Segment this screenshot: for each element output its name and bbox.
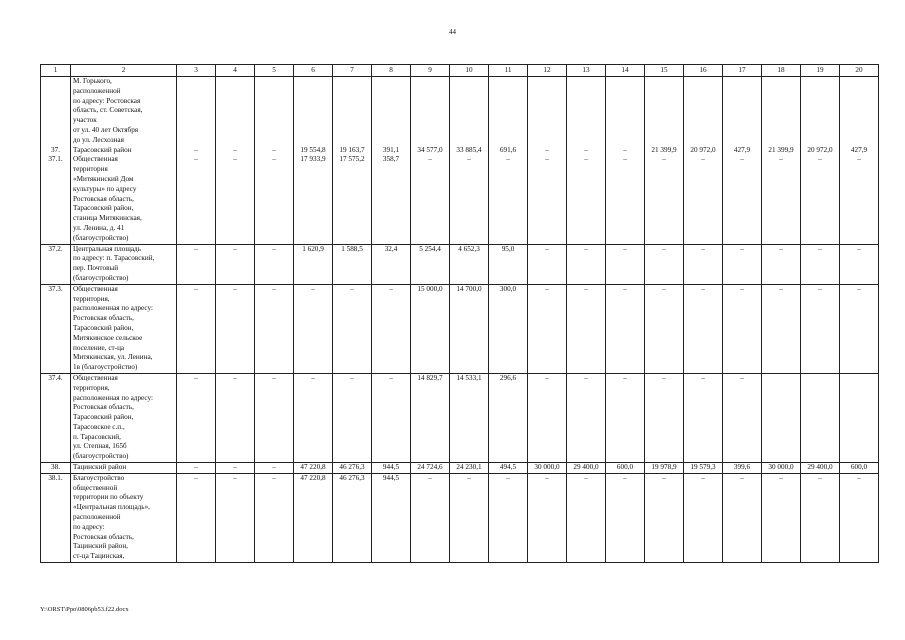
value-cell: 1 588,5 — [333, 244, 372, 284]
value-cell: – — [177, 284, 216, 373]
column-number: 12 — [528, 65, 567, 77]
value-cell: – — [840, 244, 879, 284]
value-cell: 46 276,3 — [333, 473, 372, 562]
value-cell: 19 978,9 — [645, 463, 684, 474]
value-cell: 14 700,0 — [450, 284, 489, 373]
column-number: 17 — [723, 65, 762, 77]
table-row — [41, 473, 879, 562]
table-row — [41, 463, 879, 474]
value-cell: 29 400,0 — [801, 463, 840, 474]
value-cell: – — [723, 473, 762, 562]
value-cell: – — [762, 284, 801, 373]
value-cell: 21 399,9 – — [762, 77, 801, 245]
table-row — [41, 284, 879, 373]
value-cell: – — [216, 284, 255, 373]
column-number: 4 — [216, 65, 255, 77]
value-cell: – — [216, 373, 255, 462]
value-cell: – — [216, 463, 255, 474]
column-number: 19 — [801, 65, 840, 77]
table-row — [41, 77, 879, 245]
value-cell — [762, 373, 801, 462]
value-cell: – – — [567, 77, 606, 245]
value-cell: 19 163,7 17 575,2 — [333, 77, 372, 245]
value-cell: 30 000,0 — [762, 463, 801, 474]
value-cell: – — [372, 284, 411, 373]
value-cell: – – — [606, 77, 645, 245]
value-cell: – — [411, 473, 450, 562]
value-cell: – — [762, 244, 801, 284]
value-cell: – — [567, 373, 606, 462]
row-number: 38.1. — [41, 473, 71, 562]
row-description: Благоустройство общественной территории по объекту «Центральная площадь», расположенной по адресу: Ростовская область, Тацинский район, ст-ца Тацинская, — [71, 473, 177, 562]
value-cell: 19 579,3 — [684, 463, 723, 474]
value-cell: 34 577,0 – — [411, 77, 450, 245]
row-description: Тацинский район — [71, 463, 177, 474]
value-cell: – — [255, 473, 294, 562]
value-cell: 46 276,3 — [333, 463, 372, 474]
value-cell: – — [255, 373, 294, 462]
value-cell: 600,0 — [606, 463, 645, 474]
value-cell: – — [528, 373, 567, 462]
value-cell: – — [255, 244, 294, 284]
column-number: 2 — [71, 65, 177, 77]
value-cell: 427,9 – — [840, 77, 879, 245]
value-cell: 32,4 — [372, 244, 411, 284]
value-cell: 29 400,0 — [567, 463, 606, 474]
value-cell: 14 533,1 — [450, 373, 489, 462]
value-cell: 20 972,0 – — [684, 77, 723, 245]
column-number: 16 — [684, 65, 723, 77]
header-row — [41, 65, 879, 77]
value-cell: 494,5 — [489, 463, 528, 474]
column-number: 9 — [411, 65, 450, 77]
footer-file-path: Y:\ORST\Ppo\0806pb53.f22.docx — [40, 606, 129, 613]
column-number: 7 — [333, 65, 372, 77]
value-cell: – — [606, 473, 645, 562]
value-cell: – – — [255, 77, 294, 245]
value-cell: 944,5 — [372, 463, 411, 474]
value-cell: – — [762, 473, 801, 562]
value-cell: 300,0 — [489, 284, 528, 373]
value-cell: – — [606, 244, 645, 284]
value-cell: – — [177, 373, 216, 462]
value-cell: 391,1 358,7 — [372, 77, 411, 245]
value-cell: – — [567, 244, 606, 284]
value-cell: – — [567, 473, 606, 562]
value-cell: – — [177, 473, 216, 562]
row-description: М. Горького, расположенной по адресу: Ростовская область, ст. Советская, участок от ул. 40 лет Октября до ул. Лесхозная Тарасовский район Общественная территория «Митякинский Дом культуры» по адресу Ростовская область, Тарасовский район, станица Митякинская, ул. Ленина, д. 41 (благоустройство) — [71, 77, 177, 245]
value-cell: – — [723, 244, 762, 284]
value-cell: 944,5 — [372, 473, 411, 562]
budget-table — [40, 64, 879, 563]
column-number: 18 — [762, 65, 801, 77]
value-cell: 600,0 — [840, 463, 879, 474]
column-number: 1 — [41, 65, 71, 77]
value-cell: – — [567, 284, 606, 373]
value-cell: – — [333, 284, 372, 373]
value-cell: – — [372, 373, 411, 462]
column-number: 6 — [294, 65, 333, 77]
row-description: Общественная территория, расположенная по адресу: Ростовская область, Тарасовский район, Митякинское сельское поселение, ст-ца Митякинская, ул. Ленина, 1в (благоустройство) — [71, 284, 177, 373]
value-cell: 20 972,0 – — [801, 77, 840, 245]
value-cell: – — [177, 244, 216, 284]
table-row — [41, 244, 879, 284]
table-row — [41, 373, 879, 462]
value-cell: – — [489, 473, 528, 562]
value-cell: – – — [216, 77, 255, 245]
value-cell: 47 220,8 — [294, 463, 333, 474]
value-cell: 14 829,7 — [411, 373, 450, 462]
row-number: 38. — [41, 463, 71, 474]
value-cell: – — [294, 284, 333, 373]
value-cell: – — [528, 284, 567, 373]
value-cell: – — [723, 373, 762, 462]
value-cell: – — [684, 473, 723, 562]
value-cell: – — [216, 244, 255, 284]
column-number: 14 — [606, 65, 645, 77]
value-cell: 427,9 – — [723, 77, 762, 245]
value-cell: – — [840, 284, 879, 373]
value-cell: 30 000,0 — [528, 463, 567, 474]
column-number: 5 — [255, 65, 294, 77]
column-number: 15 — [645, 65, 684, 77]
value-cell: – — [723, 284, 762, 373]
row-number: 37.4. — [41, 373, 71, 462]
row-number: 37. 37.1. — [41, 77, 71, 245]
column-number: 3 — [177, 65, 216, 77]
value-cell: – — [528, 244, 567, 284]
value-cell: 691,6 – — [489, 77, 528, 245]
value-cell: – — [801, 244, 840, 284]
value-cell: 296,6 — [489, 373, 528, 462]
value-cell: 4 652,3 — [450, 244, 489, 284]
value-cell: – — [840, 473, 879, 562]
value-cell: – — [645, 473, 684, 562]
value-cell: – — [684, 244, 723, 284]
value-cell: – — [645, 244, 684, 284]
value-cell: – — [216, 473, 255, 562]
value-cell: – — [255, 463, 294, 474]
value-cell: 24 230,1 — [450, 463, 489, 474]
value-cell: 19 554,8 17 933,9 — [294, 77, 333, 245]
value-cell: – — [606, 284, 645, 373]
value-cell: 15 000,0 — [411, 284, 450, 373]
value-cell — [801, 373, 840, 462]
value-cell: – — [645, 373, 684, 462]
value-cell: – — [528, 473, 567, 562]
value-cell: – — [606, 373, 645, 462]
value-cell: – – — [528, 77, 567, 245]
row-number: 37.3. — [41, 284, 71, 373]
value-cell: 399,6 — [723, 463, 762, 474]
value-cell: – — [684, 284, 723, 373]
row-number: 37.2. — [41, 244, 71, 284]
value-cell: – — [294, 373, 333, 462]
column-number: 10 — [450, 65, 489, 77]
value-cell: 21 399,9 – — [645, 77, 684, 245]
value-cell: – – — [177, 77, 216, 245]
value-cell: – — [255, 284, 294, 373]
value-cell: 33 885,4 – — [450, 77, 489, 245]
column-number: 8 — [372, 65, 411, 77]
value-cell: – — [684, 373, 723, 462]
page-number: 44 — [449, 28, 456, 36]
value-cell — [840, 373, 879, 462]
column-number: 13 — [567, 65, 606, 77]
value-cell: – — [645, 284, 684, 373]
value-cell: 5 254,4 — [411, 244, 450, 284]
column-number: 20 — [840, 65, 879, 77]
value-cell: 47 220,8 — [294, 473, 333, 562]
value-cell: 24 724,6 — [411, 463, 450, 474]
value-cell: – — [801, 473, 840, 562]
column-number: 11 — [489, 65, 528, 77]
row-description: Центральная площадь по адресу: п. Тарасовский, пер. Почтовый (благоустройство) — [71, 244, 177, 284]
value-cell: – — [333, 373, 372, 462]
value-cell: – — [177, 463, 216, 474]
value-cell: 95,0 — [489, 244, 528, 284]
value-cell: 1 620,9 — [294, 244, 333, 284]
value-cell: – — [450, 473, 489, 562]
value-cell: – — [801, 284, 840, 373]
row-description: Общественная территория, расположенная по адресу: Ростовская область, Тарасовский район, Тарасовское с.п., п. Тарасовский, ул. Степная, 165б (благоустройство) — [71, 373, 177, 462]
